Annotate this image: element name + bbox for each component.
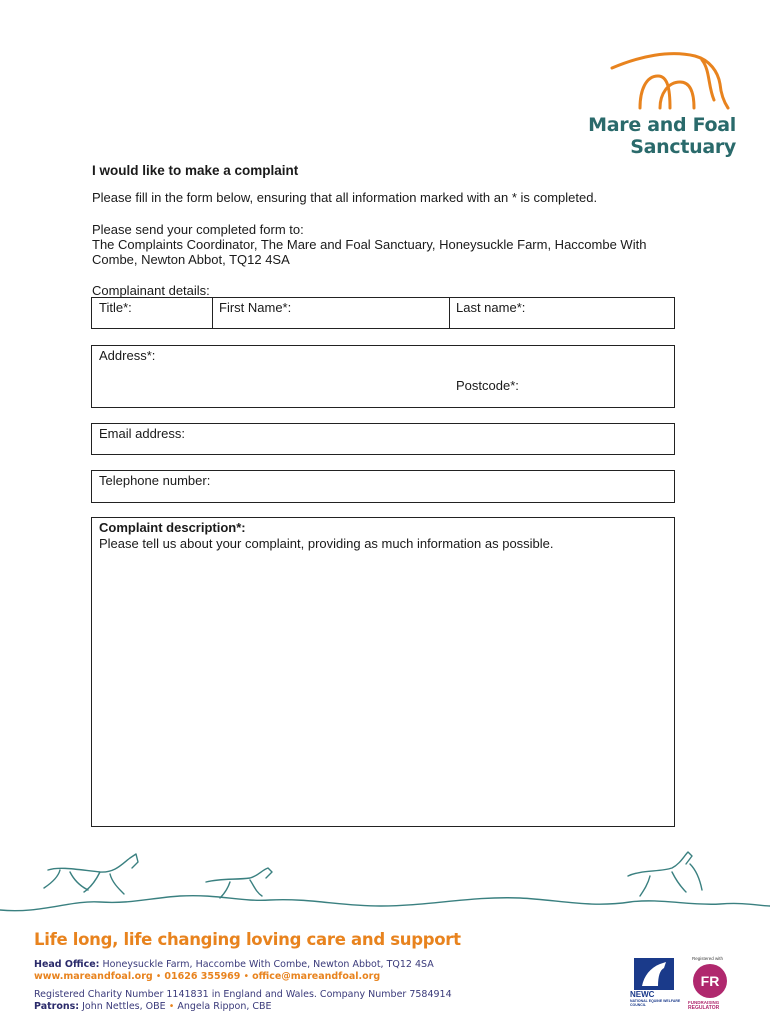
- complaint-description-hint: Please tell us about your complaint, providing as much information as possible.: [99, 536, 554, 551]
- telephone-label: Telephone number:: [99, 473, 211, 488]
- form-heading: I would like to make a complaint: [92, 163, 299, 178]
- fr-name-line2: REGULATOR: [688, 1005, 720, 1011]
- bullet-separator: •: [168, 1001, 175, 1012]
- postal-address-line1: The Complaints Coordinator, The Mare and Foal Sanctuary, Honeysuckle Farm, Haccombe With: [92, 237, 647, 252]
- address-label: Address*:: [99, 348, 156, 363]
- newc-abbr: NEWC: [630, 990, 655, 999]
- send-to-label: Please send your completed form to:: [92, 222, 304, 237]
- head-office-label: Head Office:: [34, 959, 100, 970]
- contact-line: [34, 971, 380, 983]
- patrons-label: Patrons:: [34, 1001, 80, 1012]
- horse-logo-icon: [610, 50, 740, 114]
- complainant-details-label: Complainant details:: [92, 283, 210, 298]
- last-name-label: Last name*:: [456, 300, 526, 315]
- first-name-field[interactable]: [212, 298, 450, 328]
- fundraising-regulator-badge: [688, 956, 738, 1016]
- email-field[interactable]: [91, 423, 675, 455]
- first-name-label: First Name*:: [219, 300, 292, 315]
- logo-name-line2: Sanctuary: [630, 136, 736, 158]
- patrons-line: [34, 1001, 272, 1013]
- newc-badge: [630, 958, 680, 1010]
- sanctuary-logo: [560, 50, 740, 165]
- phone-number[interactable]: 01626 355969: [164, 971, 241, 982]
- newc-horse-icon: [634, 958, 674, 990]
- email-link[interactable]: office@mareandfoal.org: [252, 971, 381, 982]
- telephone-field[interactable]: [91, 470, 675, 503]
- bullet-separator: •: [243, 971, 250, 982]
- patron-name: John Nettles, OBE: [82, 1001, 166, 1012]
- form-instruction: Please fill in the form below, ensuring that all information marked with an * is completed.: [92, 190, 598, 205]
- registered-with-label: Registered with: [692, 956, 724, 961]
- name-row: [91, 297, 675, 329]
- complaint-description-label: Complaint description*:: [99, 520, 246, 535]
- title-field[interactable]: [92, 298, 213, 328]
- logo-name-line1: Mare and Foal: [588, 114, 736, 136]
- fr-logo-icon: FR: [693, 964, 727, 998]
- newc-full-name: NATIONAL EQUINE WELFARE COUNCIL: [630, 999, 681, 1007]
- email-label: Email address:: [99, 426, 185, 441]
- website-link[interactable]: www.mareandfoal.org: [34, 971, 153, 982]
- head-office-line: [34, 959, 434, 971]
- last-name-field[interactable]: [449, 298, 674, 328]
- complaint-description-field[interactable]: [91, 517, 675, 827]
- title-label: Title*:: [99, 300, 132, 315]
- postcode-label: Postcode*:: [456, 378, 519, 393]
- address-field[interactable]: [91, 345, 675, 408]
- horse-line-art-decoration: [0, 840, 770, 920]
- bullet-separator: •: [155, 971, 162, 982]
- charity-registration: Registered Charity Number 1141831 in England and Wales. Company Number 7584914: [34, 989, 452, 1000]
- fr-name-line1: FUNDRAISING: [688, 1000, 720, 1005]
- patron-name: Angela Rippon, CBE: [177, 1001, 272, 1012]
- head-office-address: Honeysuckle Farm, Haccombe With Combe, Newton Abbot, TQ12 4SA: [102, 959, 434, 970]
- footer-tagline: Life long, life changing loving care and support: [34, 930, 461, 949]
- postal-address-line2: Combe, Newton Abbot, TQ12 4SA: [92, 252, 290, 267]
